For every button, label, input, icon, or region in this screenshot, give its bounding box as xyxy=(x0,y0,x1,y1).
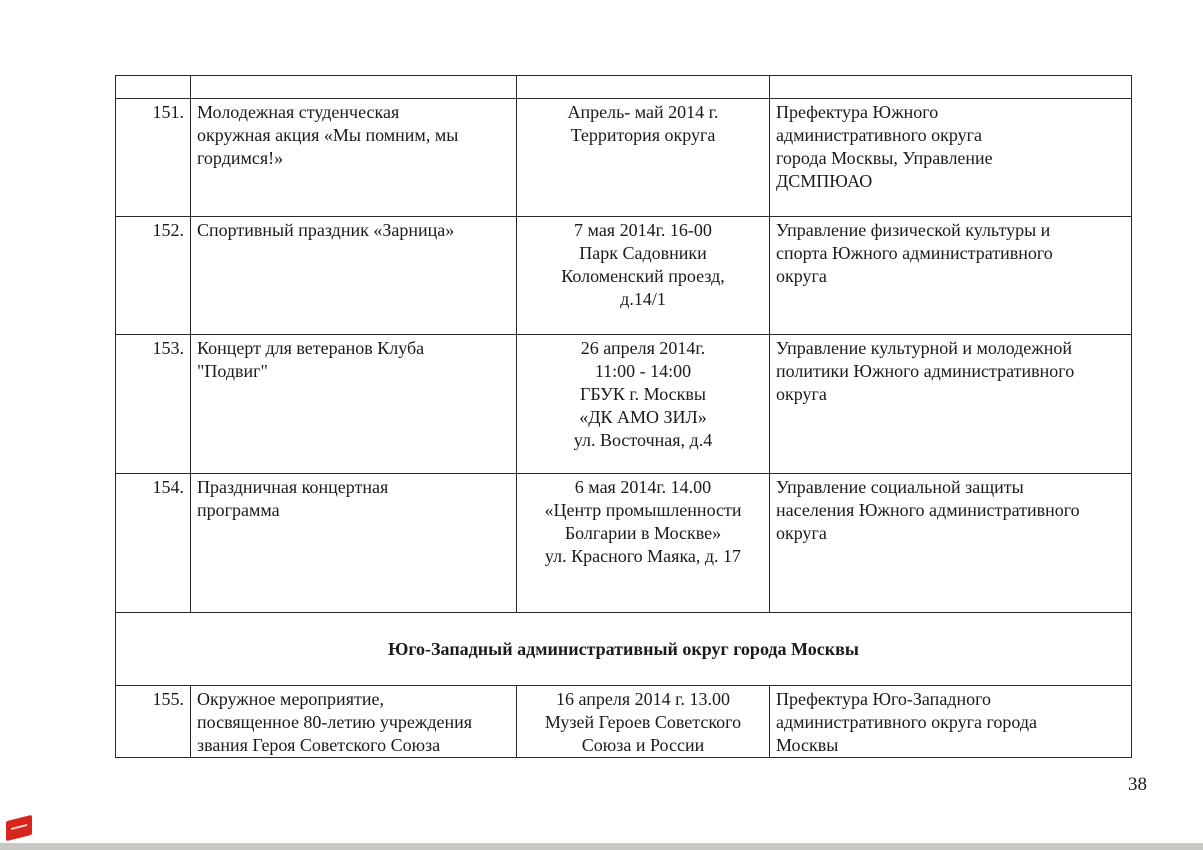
event-name xyxy=(191,474,517,613)
event-org-line: административного округа города xyxy=(776,712,1038,732)
table-row xyxy=(116,76,1132,99)
event-organizer xyxy=(770,686,1132,758)
event-name-line: программа xyxy=(197,500,280,520)
event-date-line: Парк Садовники xyxy=(579,243,707,263)
event-org-line: политики Южного административного xyxy=(776,361,1075,381)
event-date-place xyxy=(517,474,770,613)
table-row xyxy=(116,217,1132,335)
event-date-line: «Центр промышленности xyxy=(544,500,742,520)
empty-cell xyxy=(116,76,191,99)
event-name xyxy=(191,217,517,335)
stamp-logo-icon xyxy=(6,815,32,841)
event-date-line: Музей Героев Советского xyxy=(544,712,742,732)
event-date-line: Союза и России xyxy=(581,735,705,755)
table-row xyxy=(116,335,1132,474)
scan-edge-divider xyxy=(0,843,1203,850)
event-org-line: населения Южного административного xyxy=(776,500,1080,520)
event-date-line: ГБУК г. Москвы xyxy=(579,384,707,404)
event-org-line: Префектура Южного xyxy=(776,102,939,122)
event-date-line: Болгарии в Москве» xyxy=(564,523,722,543)
event-name-line: Молодежная студенческая xyxy=(197,102,400,122)
table-row xyxy=(116,99,1132,217)
event-name-line: гордимся!» xyxy=(197,148,284,168)
event-org-line: административного округа xyxy=(776,125,982,145)
event-date-line: 6 мая 2014г. 14.00 xyxy=(574,477,712,497)
events-table xyxy=(115,75,1132,758)
event-name xyxy=(191,686,517,758)
event-date-place xyxy=(517,99,770,217)
event-name xyxy=(191,335,517,474)
event-organizer xyxy=(770,474,1132,613)
event-name-line: Спортивный праздник «Зарница» xyxy=(197,220,455,240)
row-number: 153. xyxy=(116,335,191,474)
event-name-line: Праздничная концертная xyxy=(197,477,389,497)
event-date-line: 11:00 - 14:00 xyxy=(594,361,692,381)
table-row xyxy=(116,686,1132,758)
event-date-line: ул. Восточная, д.4 xyxy=(573,430,713,450)
event-org-line: округа xyxy=(776,266,827,286)
event-name-line: посвященное 80-летию учреждения xyxy=(197,712,473,732)
row-number: 155. xyxy=(116,686,191,758)
event-organizer xyxy=(770,99,1132,217)
event-org-line: Управление социальной защиты xyxy=(776,477,1024,497)
event-date-line: д.14/1 xyxy=(620,289,666,309)
event-organizer xyxy=(770,335,1132,474)
event-org-line: Управление физической культуры и xyxy=(776,220,1051,240)
event-date-line: Территория округа xyxy=(570,125,716,145)
event-org-line: города Москвы, Управление xyxy=(776,148,993,168)
event-date-line: ул. Красного Маяка, д. 17 xyxy=(544,546,742,566)
table-row xyxy=(116,474,1132,613)
event-org-line: округа xyxy=(776,523,827,543)
event-organizer xyxy=(770,217,1132,335)
empty-cell xyxy=(517,76,770,99)
empty-cell xyxy=(770,76,1132,99)
event-date-place xyxy=(517,686,770,758)
row-number: 154. xyxy=(116,474,191,613)
event-date-line: «ДК АМО ЗИЛ» xyxy=(579,407,707,427)
empty-cell xyxy=(191,76,517,99)
event-date-line: 26 апреля 2014г. xyxy=(580,338,706,358)
row-number: 151. xyxy=(116,99,191,217)
event-date-line: 16 апреля 2014 г. 13.00 xyxy=(556,689,730,709)
event-name-line: Окружное мероприятие, xyxy=(197,689,384,709)
event-date-line: Апрель- май 2014 г. xyxy=(567,102,719,122)
event-name-line: звания Героя Советского Союза xyxy=(197,735,441,755)
page-number: 38 xyxy=(1128,774,1147,795)
event-org-line: Префектура Юго-Западного xyxy=(776,689,992,709)
event-name-line: "Подвиг" xyxy=(197,361,268,381)
event-date-place xyxy=(517,335,770,474)
event-org-line: спорта Южного административного xyxy=(776,243,1053,263)
event-name-line: Концерт для ветеранов Клуба xyxy=(197,338,425,358)
event-date-line: 7 мая 2014г. 16-00 xyxy=(574,220,712,240)
section-row xyxy=(116,613,1132,686)
event-date-place xyxy=(517,217,770,335)
section-title: Юго-Западный административный округ города Москвы xyxy=(116,613,1132,686)
event-org-line: Управление культурной и молодежной xyxy=(776,338,1072,358)
row-number: 152. xyxy=(116,217,191,335)
event-org-line: Москвы xyxy=(776,735,839,755)
event-org-line: ДСМПЮАО xyxy=(776,171,873,191)
event-org-line: округа xyxy=(776,384,827,404)
event-name xyxy=(191,99,517,217)
event-date-line: Коломенский проезд, xyxy=(561,266,725,286)
event-name-line: окружная акция «Мы помним, мы xyxy=(197,125,459,145)
